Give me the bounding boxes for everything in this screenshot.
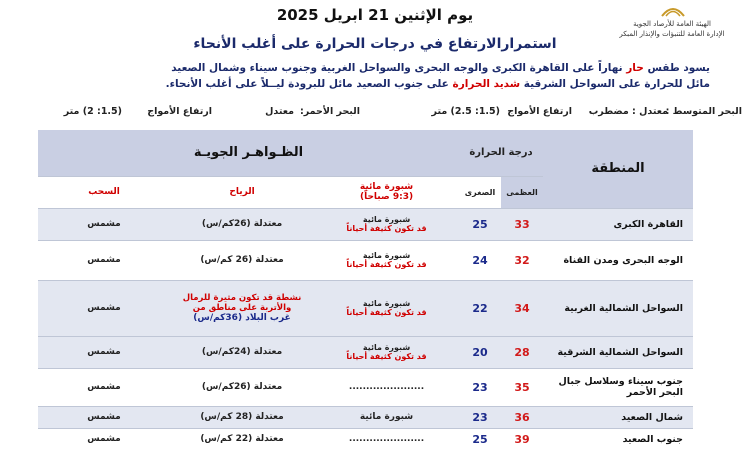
header-clouds: السحب [38,176,170,208]
table-row [38,428,693,450]
org-department: الإدارة العامة للتنبؤات والإنذار المبكر [619,30,725,38]
table-header-row [38,130,693,176]
humidity-cell: شبورة مائية [314,406,459,428]
humidity-cell: شبورة مائية قد تكون كثيفة أحياناً [314,280,459,336]
min-temp-cell: 23 [459,368,501,406]
min-temp-cell: 25 [459,208,501,240]
min-temp-cell: 25 [459,428,501,450]
max-temp-cell: 32 [501,240,543,280]
clouds-cell: مشمس [38,336,170,368]
max-temp-cell: 34 [501,280,543,336]
clouds-cell: مشمس [38,208,170,240]
clouds-cell: مشمس [38,368,170,406]
wind-cell: نشطة قد تكون مثيرة للرمال والأتربة على مناطق من غرب البلاد (36كم/س) [170,280,314,336]
max-temp-cell: 39 [501,428,543,450]
forecast-date: يوم الإثنين 21 ابريل 2025 [276,6,474,24]
table-row [38,406,693,428]
humidity-cell: شبورة مائية قد تكون كثيفة أحياناً [314,336,459,368]
table-row [38,240,693,280]
header-temperature: درجة الحرارة [459,130,543,176]
humidity-cell: شبورة مائية قد تكون كثيفة أحياناً [314,208,459,240]
wind-cell: معتدلة (26 كم/س) [170,240,314,280]
region-cell: السواحل الشمالية الشرقية [543,336,693,368]
med-sea-label: البحر المتوسط : [665,106,742,117]
table-row [38,368,693,406]
summary-paragraph [30,60,710,92]
humidity-cell: ...................... [314,428,459,450]
wind-cell: معتدلة (26كم/س) [170,208,314,240]
summary-line-1: يسود طقس حار نهاراً على القاهرة الكبرى والوجه البحرى والسواحل الغربية وجنوب سيناء وشمال الصعيد [171,62,710,74]
max-temp-cell: 28 [501,336,543,368]
region-cell: جنوب سيناء وسلاسل جبال البحر الأحمر [543,368,693,406]
med-waves-value: (1.5: 2.5) متر [431,106,500,117]
clouds-cell: مشمس [38,240,170,280]
clouds-cell: مشمس [38,428,170,450]
table-row [38,208,693,240]
header-region: المنطقة [543,130,693,208]
red-sea-state: معتدل [265,106,294,117]
max-temp-cell: 33 [501,208,543,240]
wind-cell: معتدلة (24كم/س) [170,336,314,368]
table-row [38,280,693,336]
header-min: الصغرى [459,176,501,208]
red-sea-label: البحر الأحمر: [299,106,360,117]
med-sea-state: معتدل : مضطرب [588,106,668,117]
wind-cell: معتدلة (22 كم/س) [170,428,314,450]
wind-cell: معتدلة (26كم/س) [170,368,314,406]
med-waves-label: ارتفاع الأمواج [507,106,572,117]
min-temp-cell: 22 [459,280,501,336]
header-winds: الرياح [170,176,314,208]
min-temp-cell: 23 [459,406,501,428]
header-max: العظمى [501,176,543,208]
forecast-table [38,130,693,450]
max-temp-cell: 36 [501,406,543,428]
table-row [38,336,693,368]
red-waves-label: ارتفاع الأمواج [147,106,212,117]
clouds-cell: مشمس [38,406,170,428]
max-temp-cell: 35 [501,368,543,406]
region-cell: الوجه البحرى ومدن القناة [543,240,693,280]
header-phenomena: الظـواهـر الجويـة [38,130,459,176]
region-cell: جنوب الصعيد [543,428,693,450]
red-waves-value: (1.5: 2) متر [63,106,122,117]
headline: استمرارالارتفاع في درجات الحرارة على أغلب الأنحاء [193,36,557,52]
region-cell: القاهرة الكبرى [543,208,693,240]
region-cell: السواحل الشمالية الغربية [543,280,693,336]
summary-line-2: مائل للحرارة على السواحل الشرقية شديد الحرارة على جنوب الصعيد مائل للبرودة ليــلاً على أغلب الأنحاء. [165,78,710,90]
humidity-cell: ...................... [314,368,459,406]
humidity-cell: شبورة مائية قد تكون كثيفة أحياناً [314,240,459,280]
region-cell: شمال الصعيد [543,406,693,428]
org-name: الهيئة العامة للأرصاد الجوية [633,20,711,28]
min-temp-cell: 24 [459,240,501,280]
wind-cell: معتدلة (28 كم/س) [170,406,314,428]
header-humidity: شبورة مائية (9:3 صباحاً) [314,176,459,208]
clouds-cell: مشمس [38,280,170,336]
min-temp-cell: 20 [459,336,501,368]
